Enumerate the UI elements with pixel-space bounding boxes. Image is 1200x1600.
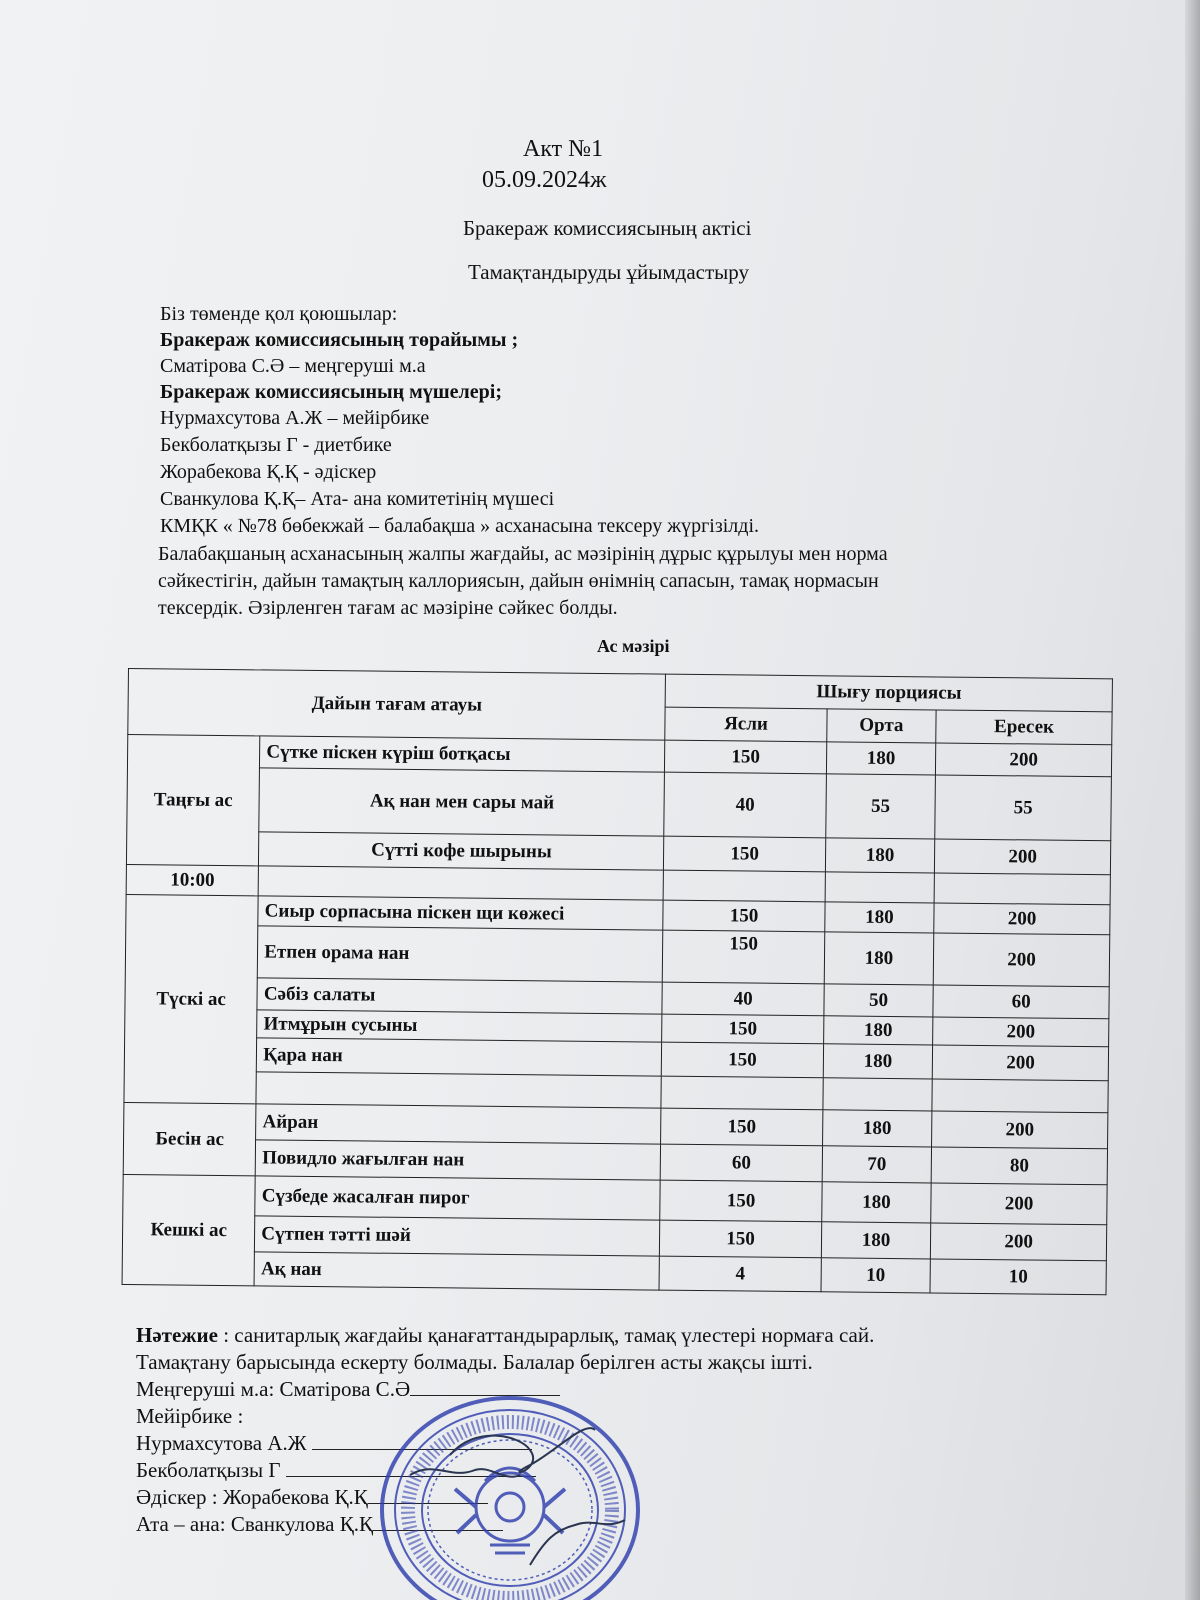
meal-label-breakfast: Таңғы ас xyxy=(126,735,260,866)
paragraph-line: тексердік. Әзірленген тағам ас мәзіріне сәйкес болды. xyxy=(158,597,618,619)
yasli-cell: 60 xyxy=(661,1144,823,1182)
yasli-cell: 150 xyxy=(663,900,825,932)
orta-cell: 180 xyxy=(826,742,936,775)
act-date: 05.09.2024ж xyxy=(482,167,607,193)
paragraph-line: сәйкестігін, дайын тамақтың каллориясын, дайын өнімнің сапасын, тамақ нормасын xyxy=(158,570,879,592)
empty-cell xyxy=(932,1079,1108,1113)
dish-cell: Сүзбеде жасалған пирог xyxy=(255,1176,661,1220)
orta-cell: 10 xyxy=(821,1258,931,1293)
page-shadow xyxy=(1185,0,1200,1600)
eresek-cell: 200 xyxy=(931,1223,1107,1261)
empty-cell xyxy=(934,873,1110,905)
signers-label: Біз төменде қол қоюшылар: xyxy=(160,303,398,325)
col-dish-header: Дайын тағам атауы xyxy=(128,669,666,741)
yasli-cell: 40 xyxy=(662,982,824,1016)
menu-table xyxy=(122,668,1113,1295)
eresek-cell: 200 xyxy=(934,903,1110,935)
act-topic: Тамақтандыруды ұйымдастыру xyxy=(468,260,749,284)
conclusion-label: Нәтежие xyxy=(136,1323,218,1347)
eresek-cell: 60 xyxy=(933,985,1109,1019)
member-item: Бекболатқызы Г - диетбике xyxy=(160,434,392,456)
eresek-cell: 200 xyxy=(931,1183,1107,1225)
conclusion-line xyxy=(136,1322,1156,1349)
parent-signature-line xyxy=(136,1511,1156,1538)
eresek-cell: 200 xyxy=(933,933,1109,987)
dish-cell: Сәбіз салаты xyxy=(257,978,662,1014)
act-number: Акт №1 xyxy=(523,136,604,162)
dish-cell: Повидло жағылған нан xyxy=(255,1140,661,1180)
nurse-signature-line xyxy=(136,1430,1156,1457)
empty-cell xyxy=(664,870,826,902)
orta-cell: 180 xyxy=(823,1016,933,1045)
eresek-cell: 200 xyxy=(933,1017,1109,1047)
yasli-cell: 150 xyxy=(662,1042,824,1078)
table-row xyxy=(127,766,1112,840)
dish-cell: Ақ нан мен сары май xyxy=(259,768,665,836)
orta-cell: 180 xyxy=(821,1222,931,1259)
nurse-signature: Нурмахсутова А.Ж xyxy=(136,1431,307,1455)
orta-cell: 180 xyxy=(825,838,935,873)
head-signature-line xyxy=(136,1376,1156,1403)
act-subtitle: Бракераж комиссиясының актісі xyxy=(463,216,752,240)
conclusion-line-2: Тамақтану барысында ескерту болмады. Балалар берілген асты жақсы ішті. xyxy=(136,1350,813,1374)
col-eresek-header: Ересек xyxy=(936,710,1112,745)
yasli-cell: 150 xyxy=(665,740,827,774)
yasli-cell: 40 xyxy=(664,772,826,838)
orta-cell: 55 xyxy=(825,774,935,839)
eresek-cell: 200 xyxy=(932,1045,1108,1081)
eresek-cell: 55 xyxy=(935,775,1111,841)
eresek-cell: 200 xyxy=(932,1111,1108,1149)
yasli-cell: 150 xyxy=(662,1014,824,1044)
orta-cell: 70 xyxy=(822,1146,932,1183)
head-signature: Меңгеруші м.а: Сматірова С.Ә xyxy=(136,1377,411,1401)
dish-cell: Сүтті кофе шырыны xyxy=(259,832,665,870)
eresek-cell: 10 xyxy=(930,1259,1106,1295)
orta-cell: 180 xyxy=(824,902,934,933)
meal-label-lunch: Түскі ас xyxy=(124,894,258,1103)
handwritten-signature xyxy=(380,1420,640,1580)
empty-cell xyxy=(825,872,935,903)
members-label: Бракераж комиссиясының мүшелері; xyxy=(160,381,502,403)
table-header-row xyxy=(128,669,1112,712)
dish-cell: Сүтпен тәтті шәй xyxy=(255,1216,661,1256)
empty-cell xyxy=(256,1072,661,1108)
dish-cell: Сиыр сорпасына піскен щи көжесі xyxy=(258,896,663,930)
col-portion-header: Шығу порциясы xyxy=(666,674,1113,712)
yasli-cell: 150 xyxy=(663,930,825,984)
parent-signature: Ата – ана: Сванкулова Қ.Қ xyxy=(136,1512,373,1536)
member-item: Нурмахсутова А.Ж – мейірбике xyxy=(160,407,430,429)
col-yasli-header: Ясли xyxy=(665,707,827,742)
yasli-cell: 4 xyxy=(659,1256,821,1292)
dish-cell: Қара нан xyxy=(257,1038,663,1076)
method-signature-line xyxy=(136,1484,1156,1511)
yasli-cell: 150 xyxy=(660,1180,822,1222)
dish-cell: Сүтке піскен күріш ботқасы xyxy=(260,736,665,772)
orta-cell: 180 xyxy=(821,1182,931,1223)
orta-cell: 180 xyxy=(823,1044,933,1079)
dish-cell: Ақ нан xyxy=(254,1252,660,1290)
orta-cell: 50 xyxy=(824,984,934,1017)
meal-label-afternoon: Бесін ас xyxy=(123,1102,256,1175)
member-item: Жорабекова Қ.Қ - әдіскер xyxy=(160,461,377,483)
orta-cell: 180 xyxy=(824,932,934,985)
eresek-cell: 80 xyxy=(931,1147,1107,1185)
nurse-label: Мейірбике : xyxy=(136,1404,244,1428)
snack-time: 10:00 xyxy=(126,864,259,895)
paragraph-line: Балабақшаның асханасының жалпы жағдайы, ас мәзірінің дұрыс құрылуы мен норма xyxy=(158,543,888,565)
signature-block xyxy=(136,1322,1156,1538)
method-signature: Әдіскер : Жорабекова Қ.Қ xyxy=(136,1485,368,1509)
yasli-cell: 150 xyxy=(660,1220,822,1258)
dish-cell: Етпен орама нан xyxy=(258,926,664,982)
meal-label-dinner: Кешкі ас xyxy=(122,1174,255,1285)
dish-cell: Итмұрын сусыны xyxy=(257,1010,662,1042)
col-orta-header: Орта xyxy=(826,709,936,743)
eresek-cell: 200 xyxy=(935,839,1111,875)
menu-title: Ас мәзірі xyxy=(597,636,670,656)
eresek-cell: 200 xyxy=(936,743,1112,777)
chair-label: Бракераж комиссиясының төрайымы ; xyxy=(160,329,519,351)
yasli-cell: 150 xyxy=(661,1108,823,1146)
inspection-line: КМҚК « №78 бөбекжай – балабақша » асханасына тексеру жүргізілді. xyxy=(160,515,759,537)
member-item: Сванкулова Қ.Қ– Ата- ана комитетінің мүшесі xyxy=(160,488,555,510)
orta-cell: 180 xyxy=(822,1110,932,1147)
conclusion-text: : санитарлық жағдайы қанағаттандырарлық, тамақ үлестері нормаға сай. xyxy=(217,1323,875,1347)
chair-name: Сматірова С.Ә – меңгеруші м.а xyxy=(160,355,426,377)
empty-cell xyxy=(661,1076,823,1110)
dish-cell: Айран xyxy=(256,1104,662,1144)
empty-cell xyxy=(823,1078,933,1111)
diet-signature: Бекболатқызы Г xyxy=(136,1458,281,1482)
diet-signature-line xyxy=(136,1457,1156,1484)
empty-cell xyxy=(258,866,663,900)
yasli-cell: 150 xyxy=(664,836,826,872)
